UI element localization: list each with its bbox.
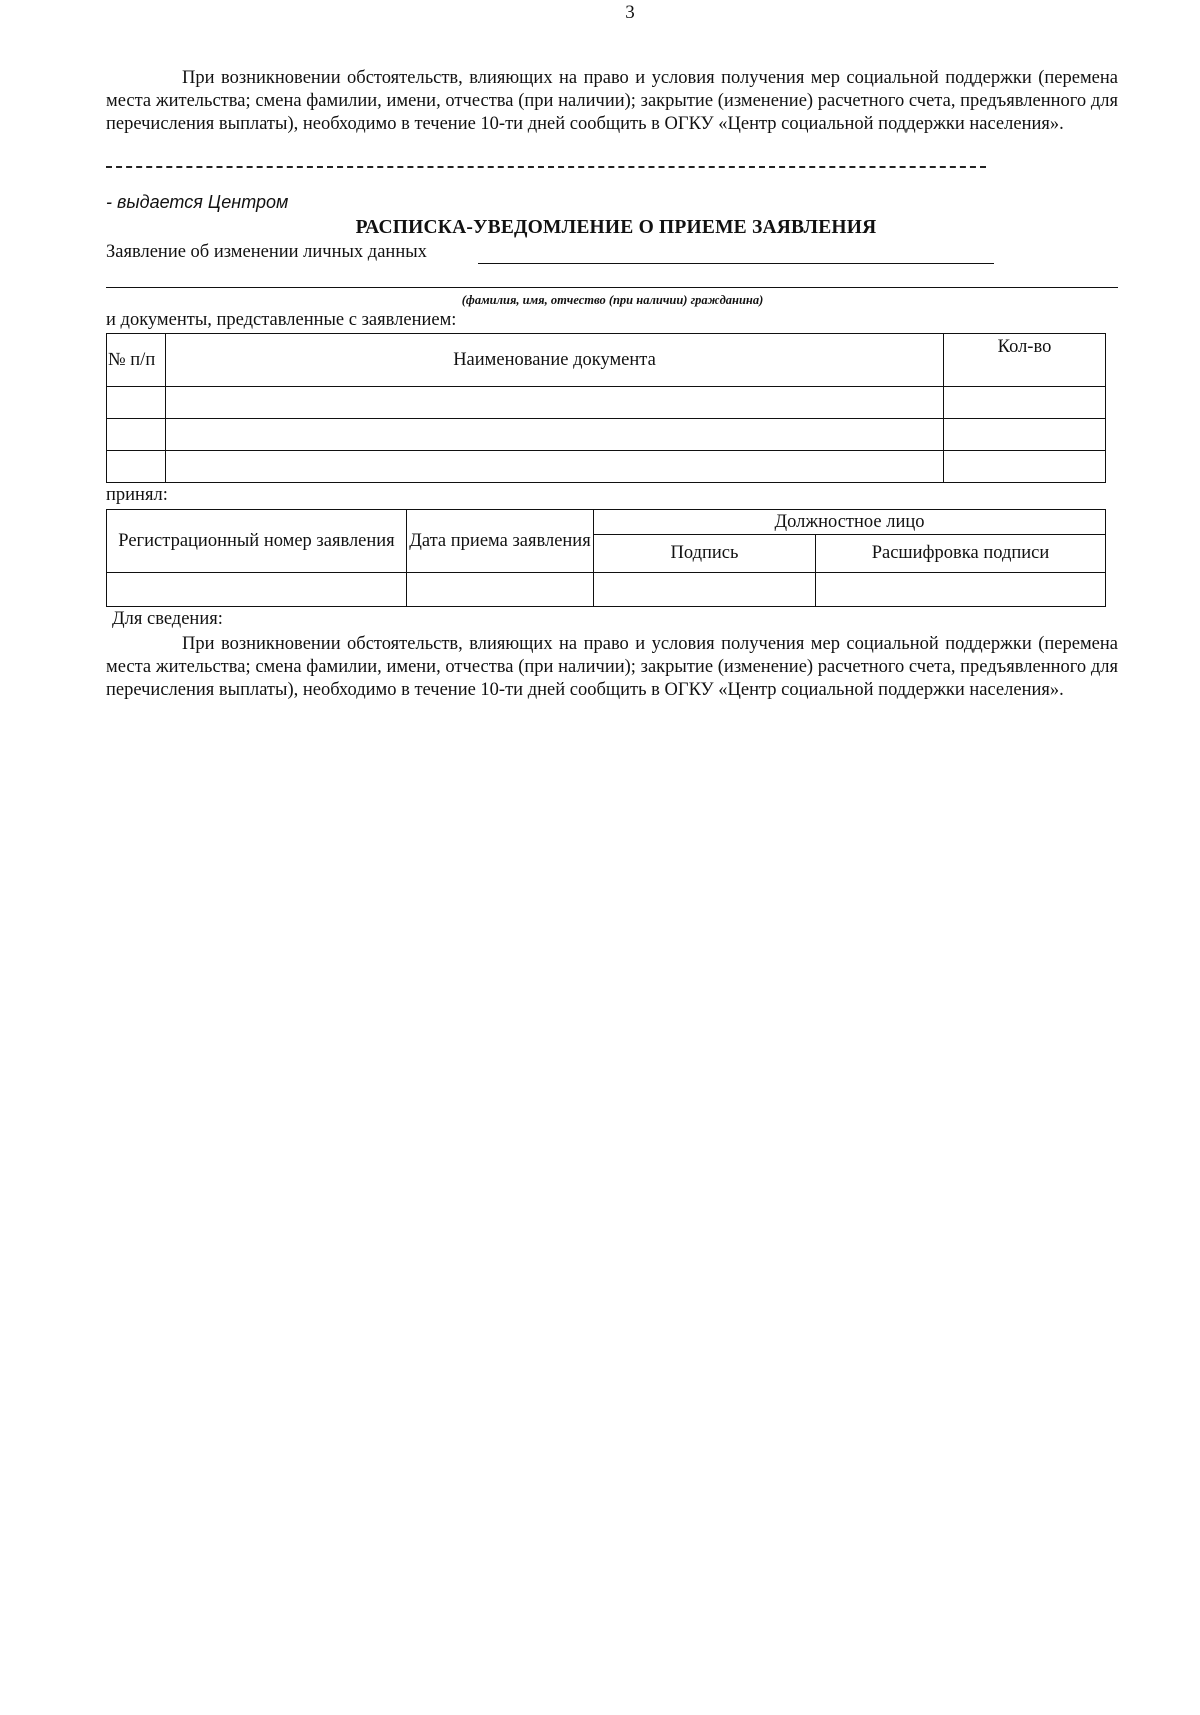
table-row [107, 573, 1106, 607]
header-signature: Подпись [594, 535, 816, 573]
table-row [107, 387, 1106, 419]
header-document-name: Наименование документа [166, 334, 944, 387]
citizen-name-caption: (фамилия, имя, отчество (при наличии) гражданина) [461, 293, 764, 307]
notice-top [106, 67, 1118, 136]
table-cell [944, 419, 1106, 451]
receipt-title: РАСПИСКА-УВЕДОМЛЕНИЕ О ПРИЕМЕ ЗАЯВЛЕНИЯ [355, 217, 877, 238]
notice-bottom [106, 633, 1118, 702]
header-registration-number: Регистрационный номер заявления [107, 510, 407, 573]
table-cell [407, 573, 594, 607]
registration-header-top [107, 510, 1106, 535]
table-cell [594, 573, 816, 607]
issued-by-note: - выдается Центром [106, 192, 289, 212]
header-official: Должностное лицо [594, 510, 1106, 535]
registration-table [106, 509, 1106, 607]
notice-bottom-text: При возникновении обстоятельств, влияющих на право и условия получения мер социальной поддержки (перемена места жительства; смена фамилии, имени, отчества (при наличии); закрытие (изменение) расчетного счета, предъявленного для перечисления выплаты), необходимо в течение 10-ти дней сообщить в ОГКУ «Центр социальной поддержки населения». [106, 634, 1118, 700]
cut-line [106, 166, 986, 168]
notice-top-text: При возникновении обстоятельств, влияющих на право и условия получения мер социальной поддержки (перемена места жительства; смена фамилии, имени, отчества (при наличии); закрытие (изменение) расчетного счета, предъявленного для перечисления выплаты), необходимо в течение 10-ти дней сообщить в ОГКУ «Центр социальной поддержки населения». [106, 68, 1118, 134]
header-number: № п/п [107, 334, 166, 387]
table-cell [166, 419, 944, 451]
citizen-name-line [106, 287, 1118, 288]
documents-table [106, 333, 1106, 483]
page-number: 3 [625, 2, 635, 23]
table-cell [107, 419, 166, 451]
header-signature-decoding: Расшифровка подписи [816, 535, 1106, 573]
info-label: Для сведения: [112, 609, 223, 629]
documents-label: и документы, представленные с заявлением: [106, 310, 457, 330]
table-cell [944, 387, 1106, 419]
application-fill-line [478, 263, 994, 264]
table-cell [107, 387, 166, 419]
table-row [107, 419, 1106, 451]
table-cell [166, 451, 944, 483]
table-cell [107, 451, 166, 483]
header-acceptance-date: Дата приема заявления [407, 510, 594, 573]
table-cell [816, 573, 1106, 607]
table-cell [166, 387, 944, 419]
table-row [107, 451, 1106, 483]
header-quantity: Кол-во [944, 334, 1106, 387]
application-label: Заявление об изменении личных данных [106, 242, 427, 262]
table-cell [107, 573, 407, 607]
documents-table-header [107, 334, 1106, 387]
accepted-label: принял: [106, 485, 168, 505]
table-cell [944, 451, 1106, 483]
